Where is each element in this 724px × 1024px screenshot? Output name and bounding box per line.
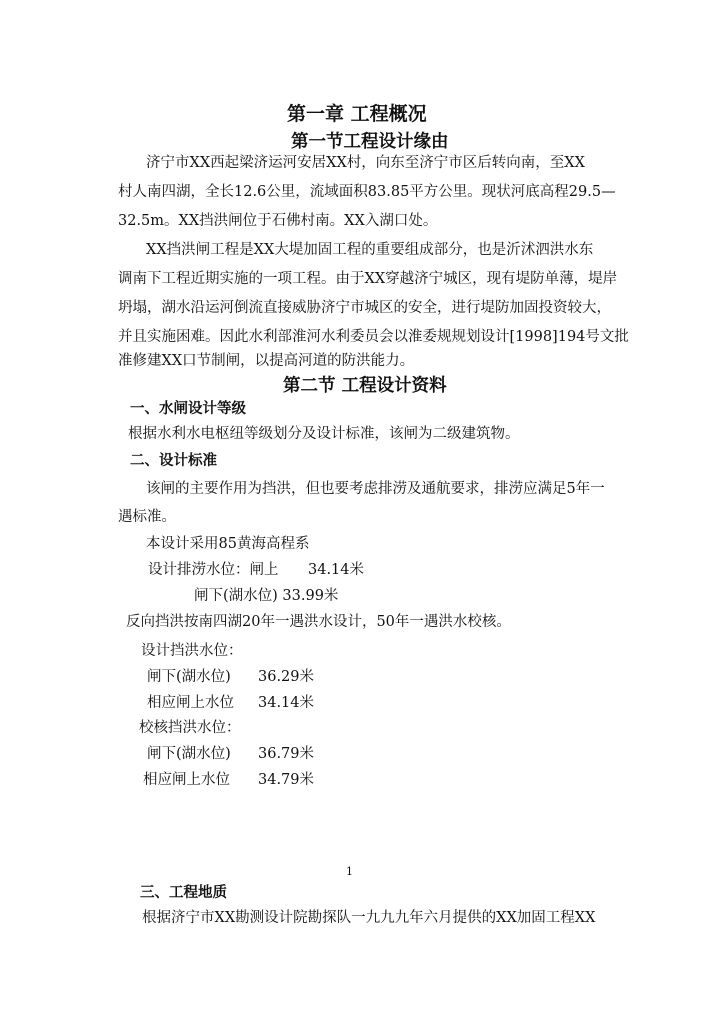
paragraph-1-line-3: 32.5m。XX挡洪闸位于石佛村南。XX入湖口处。 (118, 213, 438, 229)
check-up-label: 相应闸上水位 (143, 772, 230, 788)
paragraph-1-line-2: 村人南四湖，全长12.6公里，流域面积83.85平方公里。现状河底高程29.5— (118, 184, 616, 200)
check-flood-label: 校核挡洪水位： (139, 720, 241, 736)
subsection-3-title: 三、工程地质 (140, 884, 227, 901)
drain-level-label: 设计排涝水位：闸上 (148, 562, 279, 578)
paragraph-2-line-1: XX挡洪闸工程是XX大堤加固工程的重要组成部分，也是沂沭泗洪水东 (146, 242, 594, 258)
paragraph-2-line-3: 坍塌，湖水沿运河倒流直接威胁济宁市城区的安全，进行堤防加固投资较大， (118, 300, 611, 316)
check-down-label: 闸下(湖水位) (147, 746, 231, 762)
subsection-1-text: 根据水利水电枢纽等级划分及设计标准，该闸为二级建筑物。 (128, 426, 520, 442)
design-flood-label: 设计挡洪水位： (141, 643, 243, 659)
section-title-1: 第一节工程设计缘由 (291, 132, 449, 152)
design-down-value: 36.29米 (258, 669, 315, 685)
design-up-label: 相应闸上水位 (147, 695, 234, 711)
subsection-2-line-1: 该闸的主要作用为挡洪，但也要考虑排涝及通航要求，排涝应满足5年一 (146, 481, 605, 497)
chapter-title: 第一章 工程概况 (287, 103, 427, 125)
subsection-1-title: 一、水闸设计等级 (130, 400, 246, 417)
check-down-value: 36.79米 (258, 746, 315, 762)
reverse-flood-text: 反向挡洪按南四湖20年一遇洪水设计，50年一遇洪水校核。 (126, 614, 511, 630)
design-up-value: 34.14米 (258, 695, 315, 711)
section-title-2: 第二节 工程设计资料 (283, 376, 447, 396)
subsection-2-line-2: 遇标准。 (118, 509, 176, 525)
drain-level-down: 闸下(湖水位) 33.99米 (194, 588, 339, 604)
paragraph-1-line-1: 济宁市XX西起梁济运河安居XX村，向东至济宁市区后转向南，至XX (146, 155, 585, 171)
paragraph-2-line-5: 准修建XX口节制闸，以提高河道的防洪能力。 (118, 353, 415, 369)
design-down-label: 闸下(湖水位) (147, 669, 231, 685)
subsection-3-text: 根据济宁市XX勘测设计院勘探队一九九九年六月提供的XX加固工程XX (142, 910, 596, 926)
drain-level-up-value: 34.14米 (308, 562, 365, 578)
paragraph-2-line-4: 并且实施困难。因此水利部淮河水利委员会以淮委规规划设计[1998]194号文批 (118, 329, 629, 345)
subsection-2-title: 二、设计标准 (130, 452, 217, 469)
page-number: 1 (346, 865, 353, 878)
paragraph-2-line-2: 调南下工程近期实施的一项工程。由于XX穿越济宁城区，现有堤防单薄，堤岸 (118, 271, 618, 287)
check-up-value: 34.79米 (258, 772, 315, 788)
elevation-system: 本设计采用85黄海高程系 (146, 536, 310, 552)
